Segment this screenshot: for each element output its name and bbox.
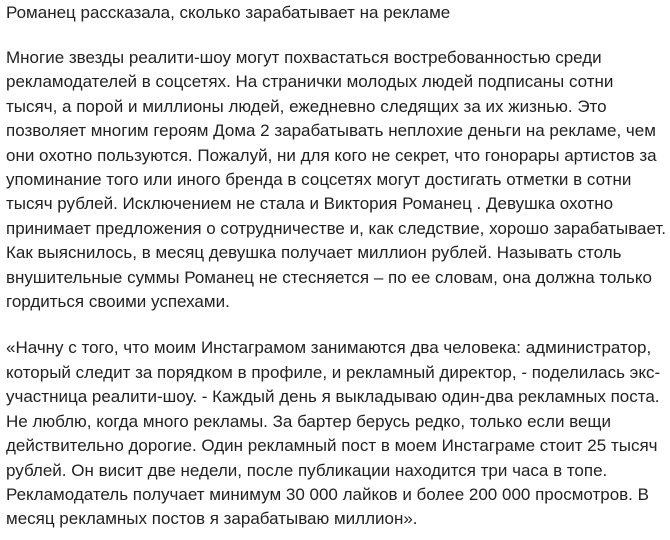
article-title: Романец рассказала, сколько зарабатывает на рекламе <box>6 3 451 22</box>
article-paragraph-intro: Многие звезды реалити-шоу могут похвастаться востребованностью среди рекламодателей в соцсетях. На странички молодых людей подписаны сотни тысяч, а порой и миллионы людей, ежедневно следящих за их жизнью. Это позволяет многим героям Дома 2 зарабатывать неплохие деньги на рекламе, чем они охотно пользуются. Пожалуй, ни для кого не секрет, что гонорары артистов за упоминание того или иного бренда в соцсетях могут достигать отметки в сотни тысяч рублей. Исключением не стала и Виктория Романец . Девушка охотно принимает предложения о сотрудничестве и, как следствие, хорошо зарабатывает. Как выяснилось, в месяц девушка получает миллион рублей. Называть столь внушительные суммы Романец не стесняется – по ее словам, она должна только гордиться своими успехами. <box>6 48 667 312</box>
article-paragraph-quote: «Начну с того, что моим Инстаграмом занимаются два человека: администратор, который следит за порядком в профиле, и рекламный директор, - поделилась экс-участница реалити-шоу. - Каждый день я выкладываю один-два рекламных поста. Не люблю, когда много рекламы. За бартер берусь редко, только если вещи действительно дорогие. Один рекламный пост в моем Инстаграме стоит 25 тысяч рублей. Он висит две недели, после публикации находится три часа в топе. Рекламодатель получает минимум 30 000 лайков и более 200 000 просмотров. В месяц рекламных постов я зарабатываю миллион». <box>6 338 661 529</box>
